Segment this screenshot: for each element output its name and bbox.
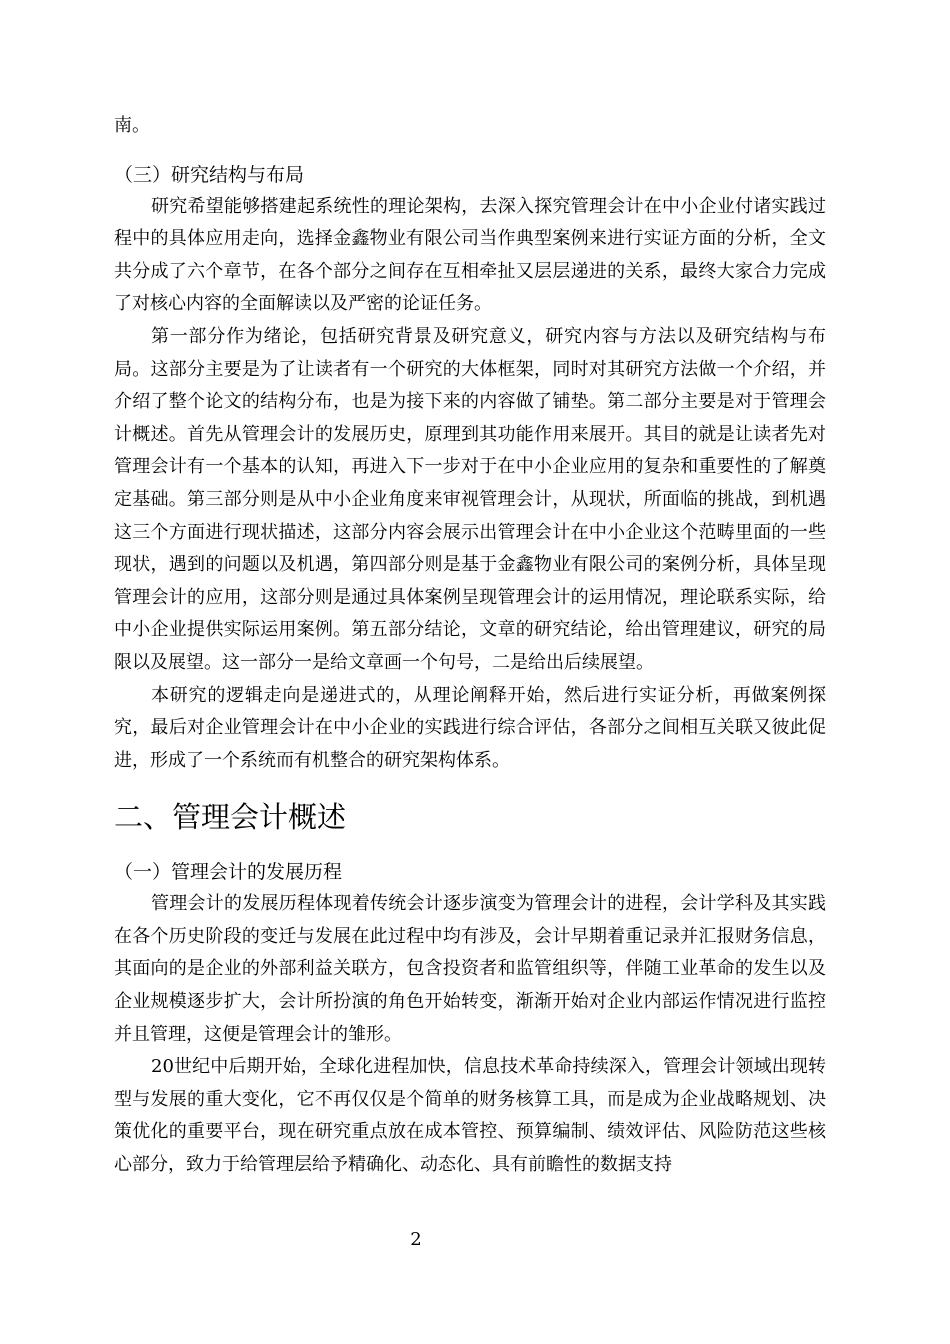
page-number: 2 bbox=[410, 1229, 422, 1250]
chapter-heading-management-accounting-overview: 二、管理会计概述 bbox=[114, 800, 347, 835]
section-heading-development-history: （一）管理会计的发展历程 bbox=[114, 861, 343, 884]
body-paragraph: 研究希望能够搭建起系统性的理论架构，去深入探究管理会计在中小企业付诸实践过程中的具体应用走向，选择金鑫物业有限公司当作典型案例来进行实证方面的分析，全文共分成了六个章节，在各个部分之间存在互相牵扯又层层递进的关系，最终大家合力完成了对核心内容的全面解读以及严密的论证任务。 bbox=[114, 195, 826, 315]
body-paragraph: 管理会计的发展历程体现着传统会计逐步演变为管理会计的进程，会计学科及其实践在各个历史阶段的变迁与发展在此过程中均有涉及，会计早期着重记录并汇报财务信息，其面向的是企业的外部利益关联方，包含投资者和监管组织等，伴随工业革命的发生以及企业规模逐步扩大，会计所扮演的角色开始转变，渐渐开始对企业内部运作情况进行监控并且管理，这便是管理会计的雏形。 bbox=[114, 893, 826, 1045]
spacer bbox=[114, 777, 826, 797]
body-paragraph: 20世纪中后期开始，全球化进程加快，信息技术革命持续深入，管理会计领域出现转型与发展的重大变化，它不再仅仅是个简单的财务核算工具，而是成为企业战略规划、决策优化的重要平台，现在研究重点放在成本管控、预算编制、绩效评估、风险防范这些核心部分，致力于给管理层给予精确化、动态化、具有前瞻性的数据支持 bbox=[114, 1056, 826, 1176]
body-paragraph: 第一部分作为绪论，包括研究背景及研究意义，研究内容与方法以及研究结构与布局。这部分主要是为了让读者有一个研究的大体框架，同时对其研究方法做一个介绍，并介绍了整个论文的结构分布，也是为接下来的内容做了铺垫。第二部分主要是对于管理会计概述。首先从管理会计的发展历史，原理到其功能作用来展开。其目的就是让读者先对管理会计有一个基本的认知，再进入下一步对于在中小企业应用的复杂和重要性的了解奠定基础。第三部分则是从中小企业角度来审视管理会计，从现状，所面临的挑战，到机遇这三个方面进行现状描述，这部分内容会展示出管理会计在中小企业这个范畴里面的一些现状，遇到的问题以及机遇，第四部分则是基于金鑫物业有限公司的案例分析，具体呈现管理会计的应用，这部分则是通过具体案例呈现管理会计的运用情况，理论联系实际，给中小企业提供实际运用案例。第五部分结论，文章的研究结论，给出管理建议，研究的局限以及展望。这一部分一是给文章画一个句号，二是给出后续展望。 bbox=[114, 325, 826, 673]
body-paragraph: 本研究的逻辑走向是递进式的，从理论阐释开始，然后进行实证分析，再做案例探究，最后对企业管理会计在中小企业的实践进行综合评估，各部分之间相互关联又彼此促进，形成了一个系统而有机整合的研究架构体系。 bbox=[114, 684, 826, 771]
section-heading-research-structure: （三）研究结构与布局 bbox=[114, 163, 305, 186]
spacer bbox=[114, 837, 826, 856]
continued-paragraph-fragment: 南。 bbox=[114, 115, 150, 136]
page-body bbox=[114, 110, 826, 1182]
spacer bbox=[114, 143, 826, 159]
